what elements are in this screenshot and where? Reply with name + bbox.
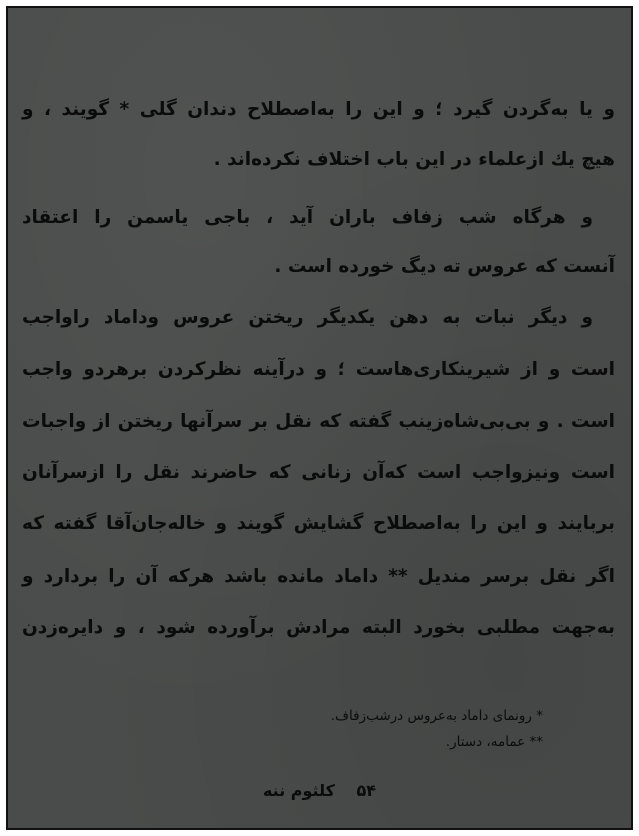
page-footer xyxy=(8,776,631,806)
text-line: و دیگر نبات به دهن یکدیگر ریختن عروس وداماد راواجب xyxy=(22,307,593,328)
text-line: بربایند و این را به‌اصطلاح گشایش گویند و خاله‌جان‌آقا گفته که xyxy=(22,513,615,534)
footnote: * رونمای داماد به‌عروس درشب‌زفاف. xyxy=(330,708,543,724)
text-line: است . و بی‌بی‌شاه‌زینب گفته که نقل بر سرآنها ریختن از واجبات xyxy=(22,411,615,432)
text-line: آنست که عروس ته دیگ خورده است . xyxy=(274,256,615,277)
text-line: اگر نقل برسر مندیل ** داماد مانده باشد هرکه آن را بردارد و xyxy=(22,566,615,587)
text-line: و هرگاه شب زفاف باران آید ، باجی یاسمن را اعتقاد xyxy=(22,207,593,228)
text-line: و یا به‌گردن گیرد ؛ و این را به‌اصطلاح دندان گلی * گویند ، و xyxy=(22,99,615,120)
text-line: به‌جهت مطلبی بخورد البته مرادش برآورده شود ، و دایره‌زدن xyxy=(22,617,615,638)
page-number: ۵۴ xyxy=(356,781,377,800)
footnote: ** عمامه، دستار. xyxy=(445,734,543,750)
text-line: است ونیزواجب است که‌آن زنانی که حاضرند نقل را ازسرآنان xyxy=(22,462,615,483)
running-title: کلثوم ننه xyxy=(262,781,335,800)
text-line: است و از شیرینکاری‌هاست ؛ و درآینه نظرکردن برهردو واجب xyxy=(22,359,615,380)
book-page xyxy=(6,6,633,830)
text-line: هیچ یك ازعلماء در این باب اختلاف نکرده‌اند . xyxy=(213,149,615,170)
